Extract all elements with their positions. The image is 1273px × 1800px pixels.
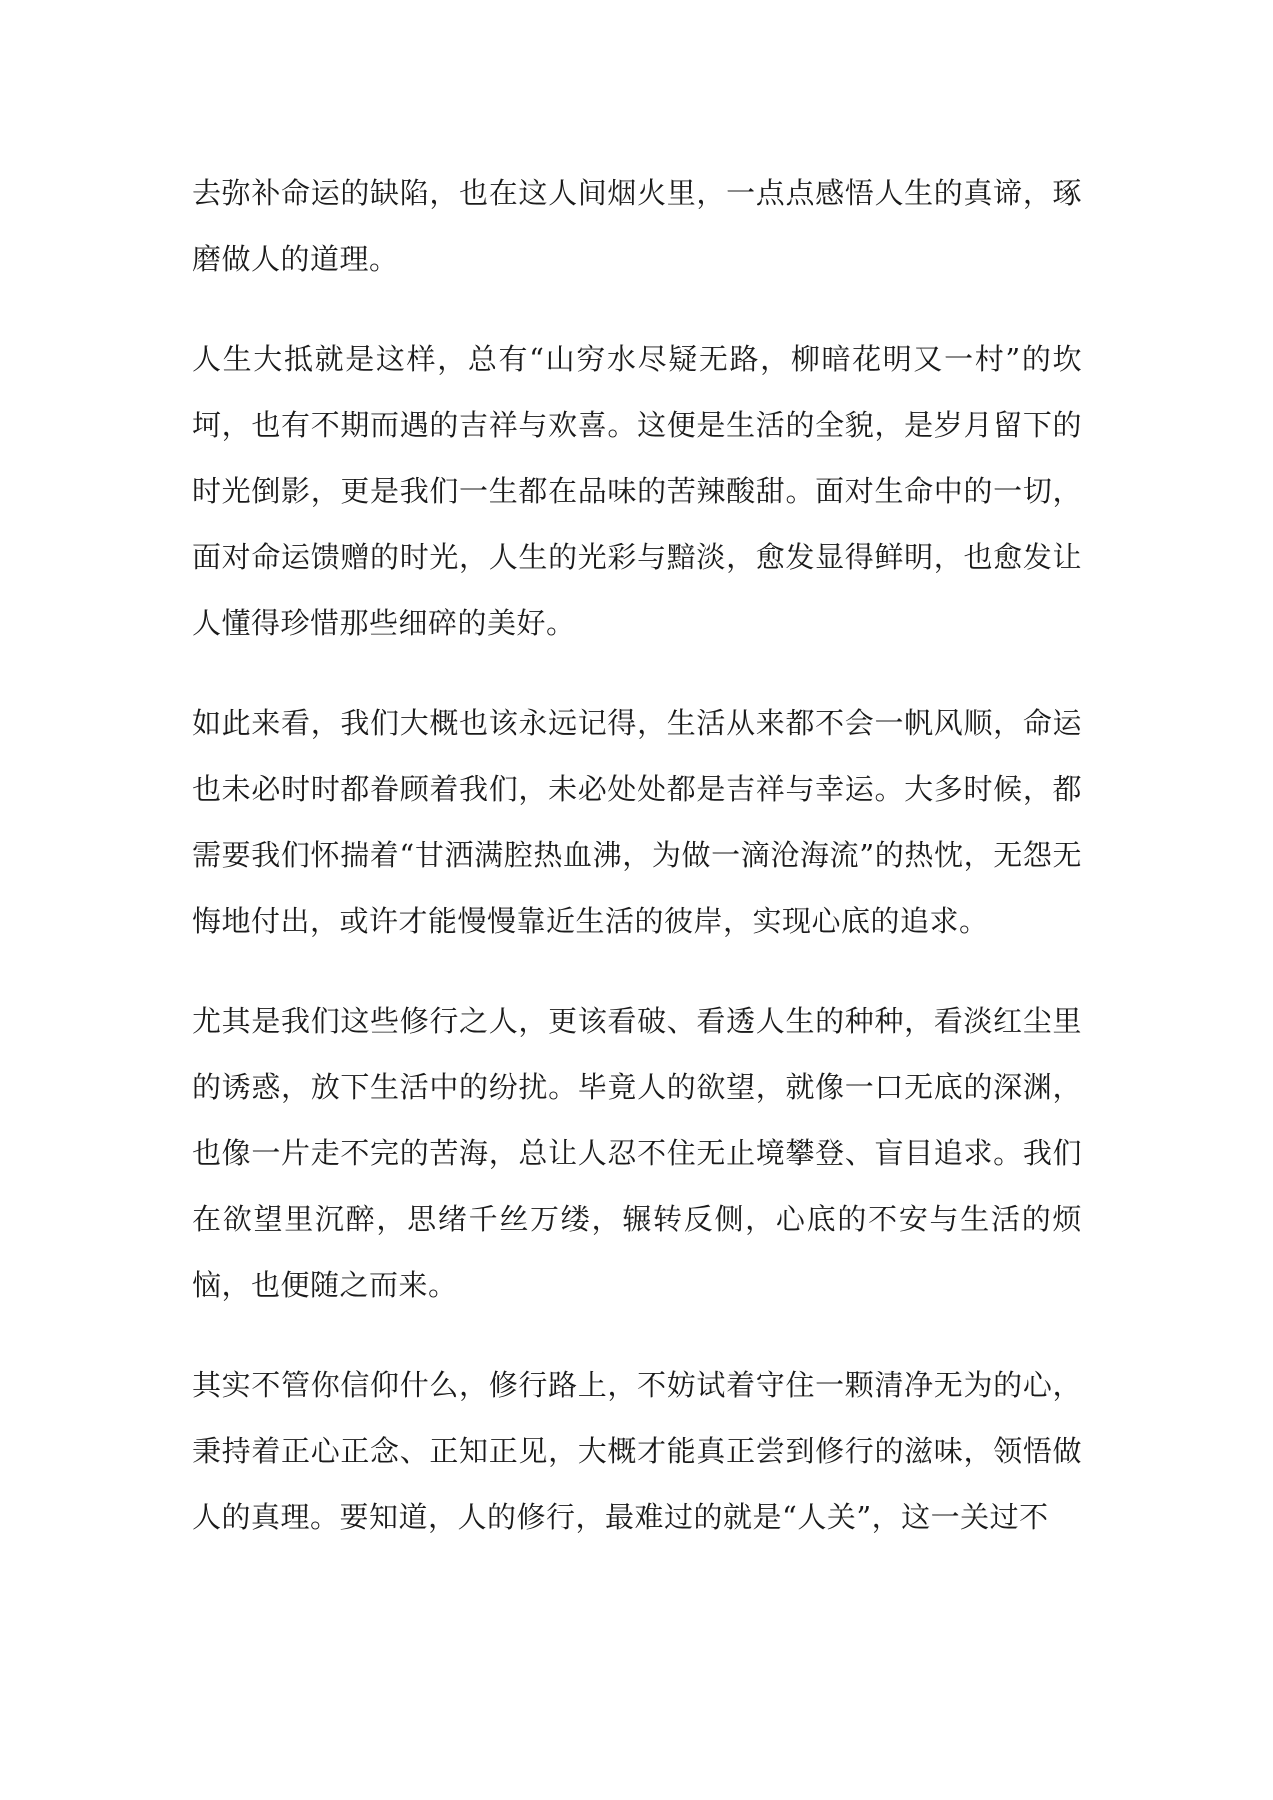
paragraph-5: 其实不管你信仰什么，修行路上，不妨试着守住一颗清净无为的心，秉持着正心正念、正知正见，大概才能真正尝到修行的滋味，领悟做人的真理。要知道，人的修行，最难过的就是“人关”，这一关过不: [192, 1368, 1082, 1534]
paragraph-2: 人生大抵就是这样，总有“山穷水尽疑无路，柳暗花明又一村”的坎坷，也有不期而遇的吉祥与欢喜。这便是生活的全貌，是岁月留下的时光倒影，更是我们一生都在品味的苦辣酸甜。面对生命中的一切，面对命运馈赠的时光，人生的光彩与黯淡，愈发显得鲜明，也愈发让人懂得珍惜那些细碎的美好。: [192, 342, 1082, 640]
document-body: [192, 160, 1082, 1584]
paragraph-1: 去弥补命运的缺陷，也在这人间烟火里，一点点感悟人生的真谛，琢磨做人的道理。: [192, 176, 1082, 276]
paragraph-4: 尤其是我们这些修行之人，更该看破、看透人生的种种，看淡红尘里的诱惑，放下生活中的纷扰。毕竟人的欲望，就像一口无底的深渊，也像一片走不完的苦海，总让人忍不住无止境攀登、盲目追求。我们在欲望里沉醉，思绪千丝万缕，辗转反侧，心底的不安与生活的烦恼，也便随之而来。: [192, 1004, 1082, 1302]
paragraph-3: 如此来看，我们大概也该永远记得，生活从来都不会一帆风顺，命运也未必时时都眷顾着我们，未必处处都是吉祥与幸运。大多时候，都需要我们怀揣着“甘洒满腔热血沸，为做一滴沧海流”的热忱，无怨无悔地付出，或许才能慢慢靠近生活的彼岸，实现心底的追求。: [192, 706, 1082, 938]
